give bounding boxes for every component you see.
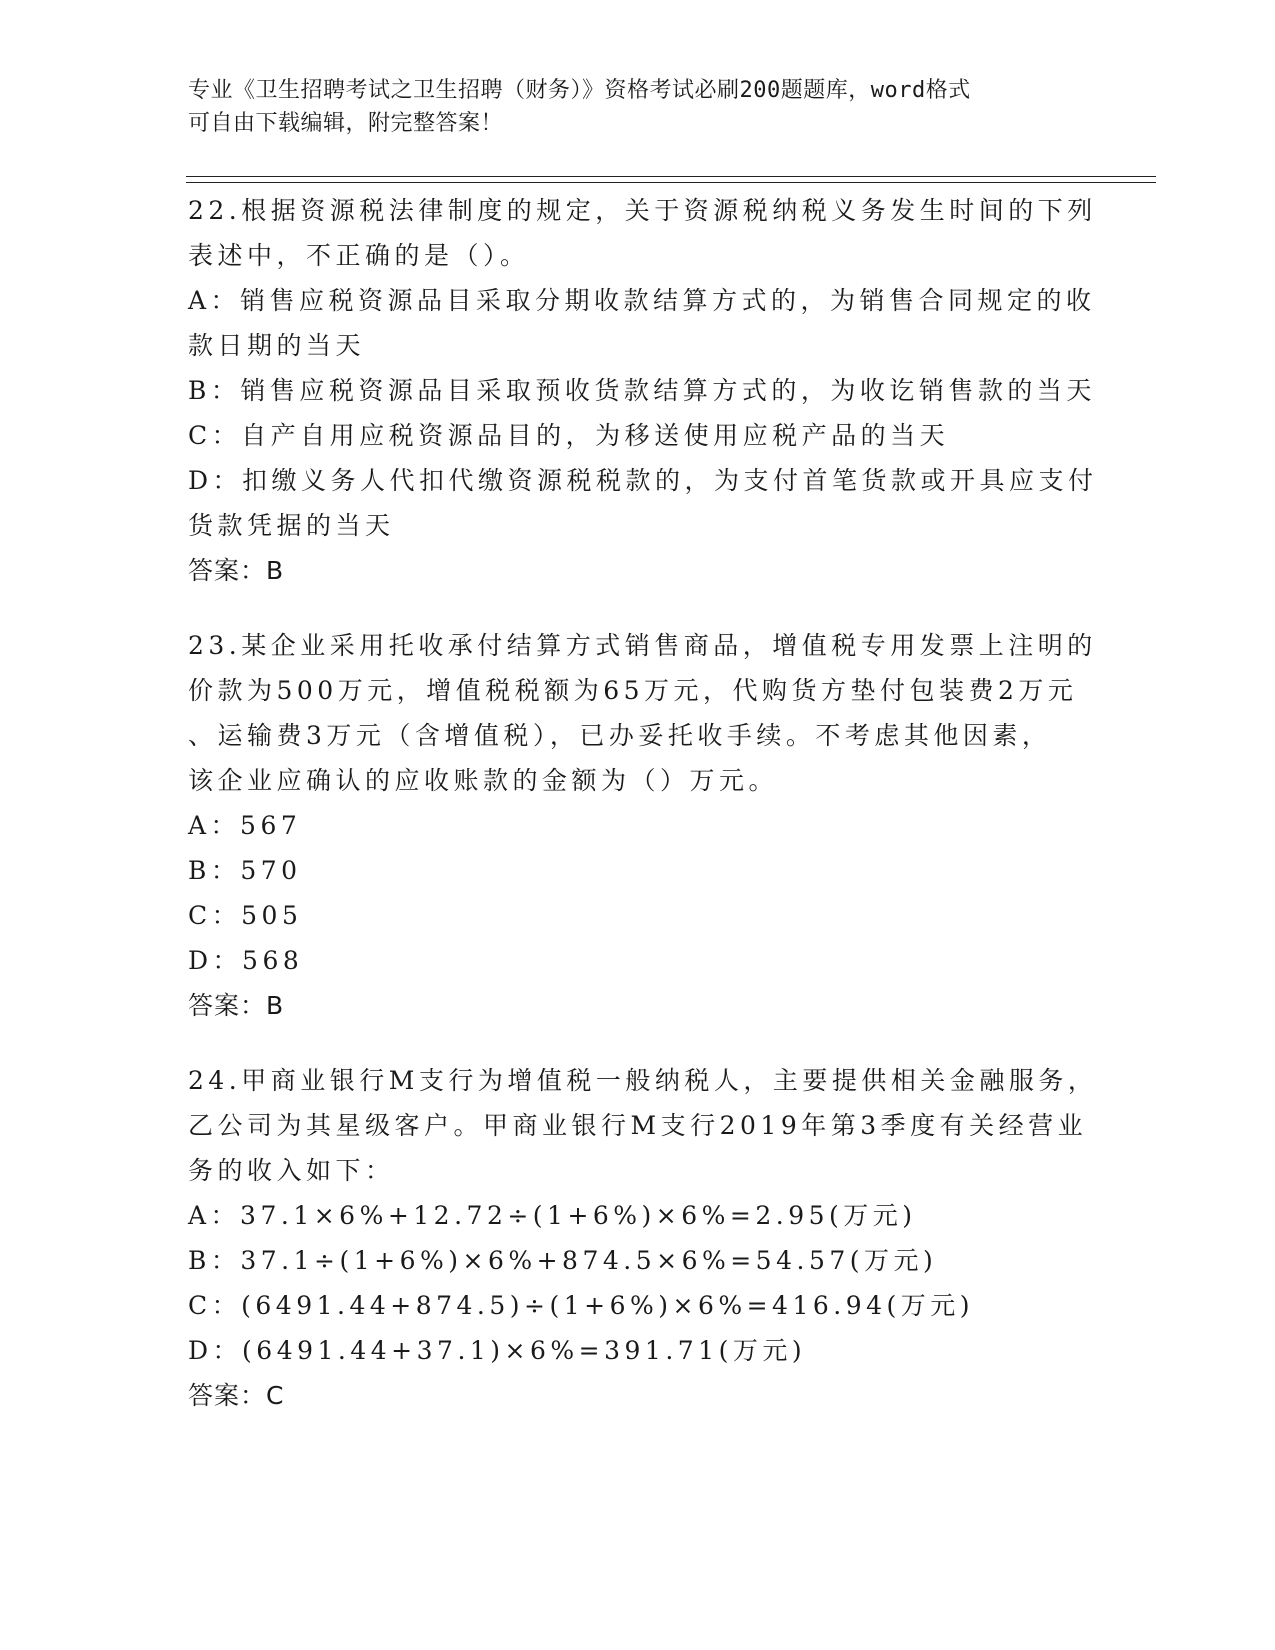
- answer-label: 答案：B: [188, 556, 285, 585]
- option-a: A：销售应税资源品目采取分期收款结算方式的，为销售合同规定的收: [188, 286, 1096, 315]
- question-stem: 务的收入如下：: [188, 1156, 395, 1185]
- document-header: [188, 74, 1068, 140]
- option-b: B：37.1÷(1+6%)×6%+874.5×6%=54.57(万元): [188, 1246, 938, 1275]
- question-stem: 乙公司为其星级客户。甲商业银行M支行2019年第3季度有关经营业: [188, 1111, 1088, 1140]
- question-stem: 、运输费3万元（含增值税），已办妥托收手续。不考虑其他因素，: [188, 721, 1052, 750]
- question-stem: 价款为500万元，增值税税额为65万元，代购货方垫付包装费2万元: [188, 676, 1078, 705]
- question-stem: 23.某企业采用托收承付结算方式销售商品，增值税专用发票上注明的: [188, 631, 1097, 660]
- question-stem: 22.根据资源税法律制度的规定，关于资源税纳税义务发生时间的下列: [188, 196, 1097, 225]
- option-b: B：570: [188, 856, 302, 885]
- question-stem: 该企业应确认的应收账款的金额为（）万元。: [188, 766, 779, 795]
- header-divider-bottom: [186, 182, 1156, 183]
- question-stem: 24.甲商业银行M支行为增值税一般纳税人，主要提供相关金融服务，: [188, 1066, 1098, 1095]
- option-b: B：销售应税资源品目采取预收货款结算方式的，为收讫销售款的当天: [188, 376, 1096, 405]
- question-24: [188, 1058, 1098, 1418]
- question-stem: 表述中，不正确的是（）。: [188, 241, 530, 270]
- answer-label: 答案：B: [188, 991, 285, 1020]
- option-a: A：37.1×6%+12.72÷(1+6%)×6%=2.95(万元): [188, 1201, 917, 1230]
- option-a: 款日期的当天: [188, 331, 366, 360]
- header-line-2: 可自由下载编辑，附完整答案！: [188, 111, 504, 136]
- option-c: C：自产自用应税资源品目的，为移送使用应税产品的当天: [188, 421, 950, 450]
- option-c: C：(6491.44+874.5)÷(1+6%)×6%=416.94(万元): [188, 1291, 975, 1320]
- question-23: [188, 623, 1097, 1028]
- option-d: D：(6491.44+37.1)×6%=391.71(万元): [188, 1336, 807, 1365]
- header-line-1: 专业《卫生招聘考试之卫生招聘（财务）》资格考试必刷200题题库，word格式: [188, 78, 971, 103]
- question-22: [188, 188, 1098, 593]
- option-d: D：568: [188, 946, 304, 975]
- option-a: A：567: [188, 811, 302, 840]
- option-d: 货款凭据的当天: [188, 511, 395, 540]
- answer-label: 答案：C: [188, 1381, 285, 1410]
- header-divider-top: [186, 176, 1156, 177]
- option-c: C：505: [188, 901, 303, 930]
- option-d: D：扣缴义务人代扣代缴资源税税款的，为支付首笔货款或开具应支付: [188, 466, 1098, 495]
